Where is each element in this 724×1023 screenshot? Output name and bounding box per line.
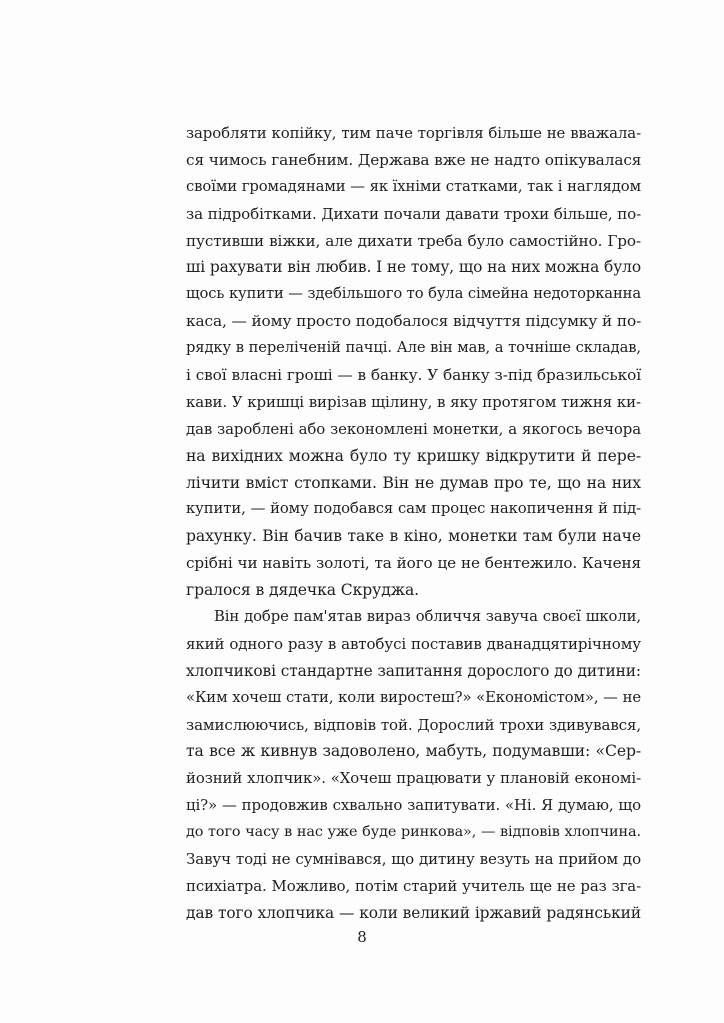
- text-line: срібні чи навіть золоті, та його це не бентежило. Каченя: [186, 554, 641, 573]
- text-line: який одного разу в автобусі поставив дванадцятирічному: [186, 634, 641, 653]
- text-line: кави. У кришці вирізав щілину, в яку протягом тижня ки-: [186, 392, 641, 411]
- text-line: рядку в переліченій пачці. Але він мав, а точніше складав,: [186, 339, 641, 357]
- text-line: до того часу в нас уже буде ринкова», — відповів хлопчина.: [186, 824, 641, 841]
- text-line: хлопчикові стандартне запитання дорослого до дитини:: [186, 661, 641, 680]
- text-line: Завуч тоді не сумнівався, що дитину везуть на прийом до: [186, 850, 641, 869]
- text-line: ся чимось ганебним. Держава вже не надто опікувалася: [186, 150, 642, 169]
- text-line: Він добре пам'ятав вираз обличчя завуча своєї школи,: [214, 608, 641, 626]
- body-text: [186, 120, 641, 927]
- text-line: рахунку. Він бачив таке в кіно, монетки там були наче: [186, 527, 641, 546]
- text-line: заробляти копійку, тим паче торгівля більше не вважала-: [186, 124, 641, 142]
- text-line: за підробітками. Дихати почали давати трохи більше, по-: [186, 204, 642, 223]
- text-line: ці?» — продовжив схвально запитувати. «Ні. Я думаю, що: [186, 796, 641, 815]
- text-line: психіатра. Можливо, потім старий учитель ще не раз зга-: [186, 876, 641, 895]
- text-line: на вихідних можна було ту кришку відкрутити й пере-: [186, 446, 641, 465]
- text-line: та все ж кивнув задоволено, мабуть, подумавши: «Сер-: [186, 742, 641, 761]
- text-line: йозний хлопчик». «Хочеш працювати у плановій економі-: [186, 769, 641, 788]
- text-line: дав зароблені або зекономлені монетки, а якогось вечора: [186, 419, 641, 438]
- text-line: каса, — йому просто подобалося відчуття підсумку й по-: [186, 312, 642, 331]
- text-line: і свої власні гроші — в банку. У банку з-під бразильської: [186, 366, 641, 385]
- text-line: щось купити — здебільшого то була сімейна недоторканна: [186, 285, 641, 303]
- page-number: 8: [357, 928, 367, 946]
- text-line: купити, — йому подобався сам процес накопичення й під-: [186, 500, 641, 518]
- text-line: гралося в дядечка Скруджа.: [186, 581, 420, 600]
- text-line: «Ким хочеш стати, коли виростеш?» «Економістом», — не: [186, 688, 641, 706]
- text-line: дав того хлопчика — коли великий іржавий радянський: [186, 903, 641, 922]
- text-line: лічити вміст стопками. Він не думав про те, що на них: [186, 473, 641, 492]
- text-line: пустивши віжки, але дихати треба було самостійно. Гро-: [186, 231, 641, 250]
- text-line: своїми громадянами — як їхніми статками, так і наглядом: [186, 177, 641, 195]
- text-line: замислюючись, відповів той. Дорослий трохи здивувався,: [186, 715, 641, 734]
- text-line: ші рахувати він любив. І не тому, що на них можна було: [186, 258, 641, 277]
